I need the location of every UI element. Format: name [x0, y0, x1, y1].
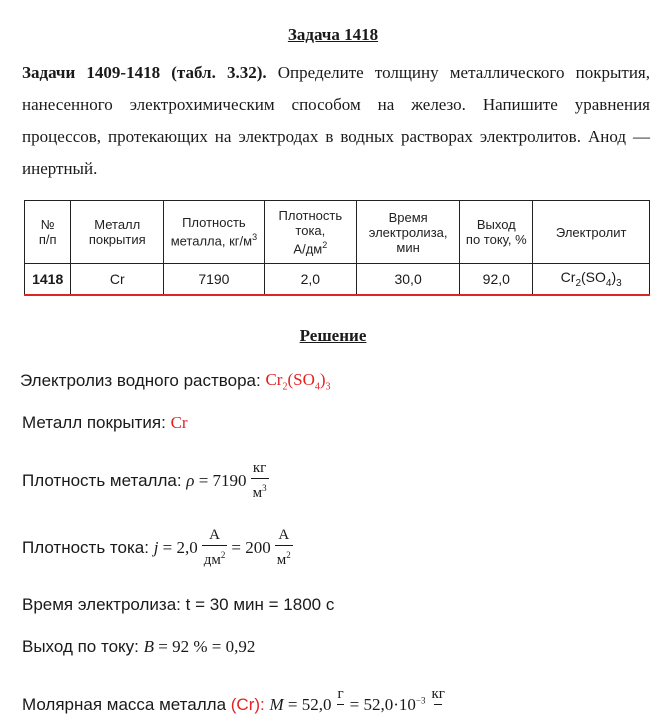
data-table	[24, 200, 650, 296]
cell-current: 2,0	[264, 264, 356, 296]
yield-label: Выход по току:	[22, 637, 139, 656]
cell-metal: Cr	[71, 264, 164, 296]
density-label: Плотность металла:	[22, 471, 182, 490]
current-line	[22, 527, 297, 569]
col-metal-header: Металл покрытия	[71, 201, 164, 264]
table-row	[25, 264, 650, 296]
time-label: Время электролиза:	[22, 595, 181, 614]
metal-label: Металл покрытия:	[22, 413, 166, 432]
yield-line	[22, 637, 255, 657]
current-label: Плотность тока:	[22, 538, 149, 557]
molar-line	[22, 686, 451, 723]
problem-text: Определите толщину металлического покрытия, нанесенного электрохимическим способом на железо. Напишите уравнения процессов, протекающих на электродах в водных растворах электролитов. Анод — инертный.	[22, 63, 650, 178]
col-density-header: Плотность металла, $кг/м^3$	[164, 201, 265, 264]
density-unit: $\frac{кг}{м^3}$	[252, 460, 267, 501]
current-converted: = 200	[231, 538, 271, 557]
yield-value: B = 92 % = 0,92	[143, 637, 256, 656]
cell-density: 7190	[164, 264, 265, 296]
molar-converted: = $52,0\cdot 10^{-3}$	[349, 694, 426, 714]
col-number-header: № п/п	[25, 201, 71, 264]
density-line	[22, 460, 273, 502]
density-formula: ρ = 7190	[186, 471, 247, 490]
electrolysis-line	[20, 370, 331, 392]
cell-yield: 92,0	[460, 264, 533, 296]
time-line	[22, 595, 334, 615]
col-electrolyte-header: Электролит	[533, 201, 650, 264]
electrolysis-label: Электролиз водного раствора:	[20, 371, 261, 391]
molar-formula: M = 52,0	[269, 694, 332, 714]
molar-unit-si: кг	[429, 686, 446, 723]
col-time-header: Время электролиза, мин	[357, 201, 460, 264]
current-formula: j = 2,0	[153, 538, 198, 557]
molar-unit: г	[336, 686, 346, 723]
current-unit: $\frac{А}{дм^2}$	[203, 527, 226, 568]
problem-range: Задачи 1409-1418 (табл. 3.32).	[22, 63, 267, 82]
time-value: t = 30 мин = 1800 с	[185, 595, 335, 614]
metal-symbol: Cr	[170, 413, 188, 432]
cell-electrolyte: $Cr_2(SO_4)_3$	[533, 264, 650, 296]
col-current-header: Плотность тока, $А/дм^2$	[264, 201, 356, 264]
problem-title: Задача 1418	[287, 25, 379, 44]
solution-title: Решение	[299, 326, 367, 345]
problem-statement	[22, 57, 650, 185]
molar-label: Молярная масса металла	[22, 694, 227, 714]
electrolyte-formula: $Cr_2(SO_4)_3$	[265, 370, 331, 393]
cell-time: 30,0	[357, 264, 460, 296]
cell-number: 1418	[25, 264, 71, 296]
col-yield-header: Выход по току, %	[460, 201, 533, 264]
table-header-row	[25, 201, 650, 264]
metal-line	[22, 413, 188, 433]
current-unit-si: $\frac{А}{м^2}$	[276, 527, 291, 568]
molar-metal: (Cr):	[230, 694, 265, 714]
